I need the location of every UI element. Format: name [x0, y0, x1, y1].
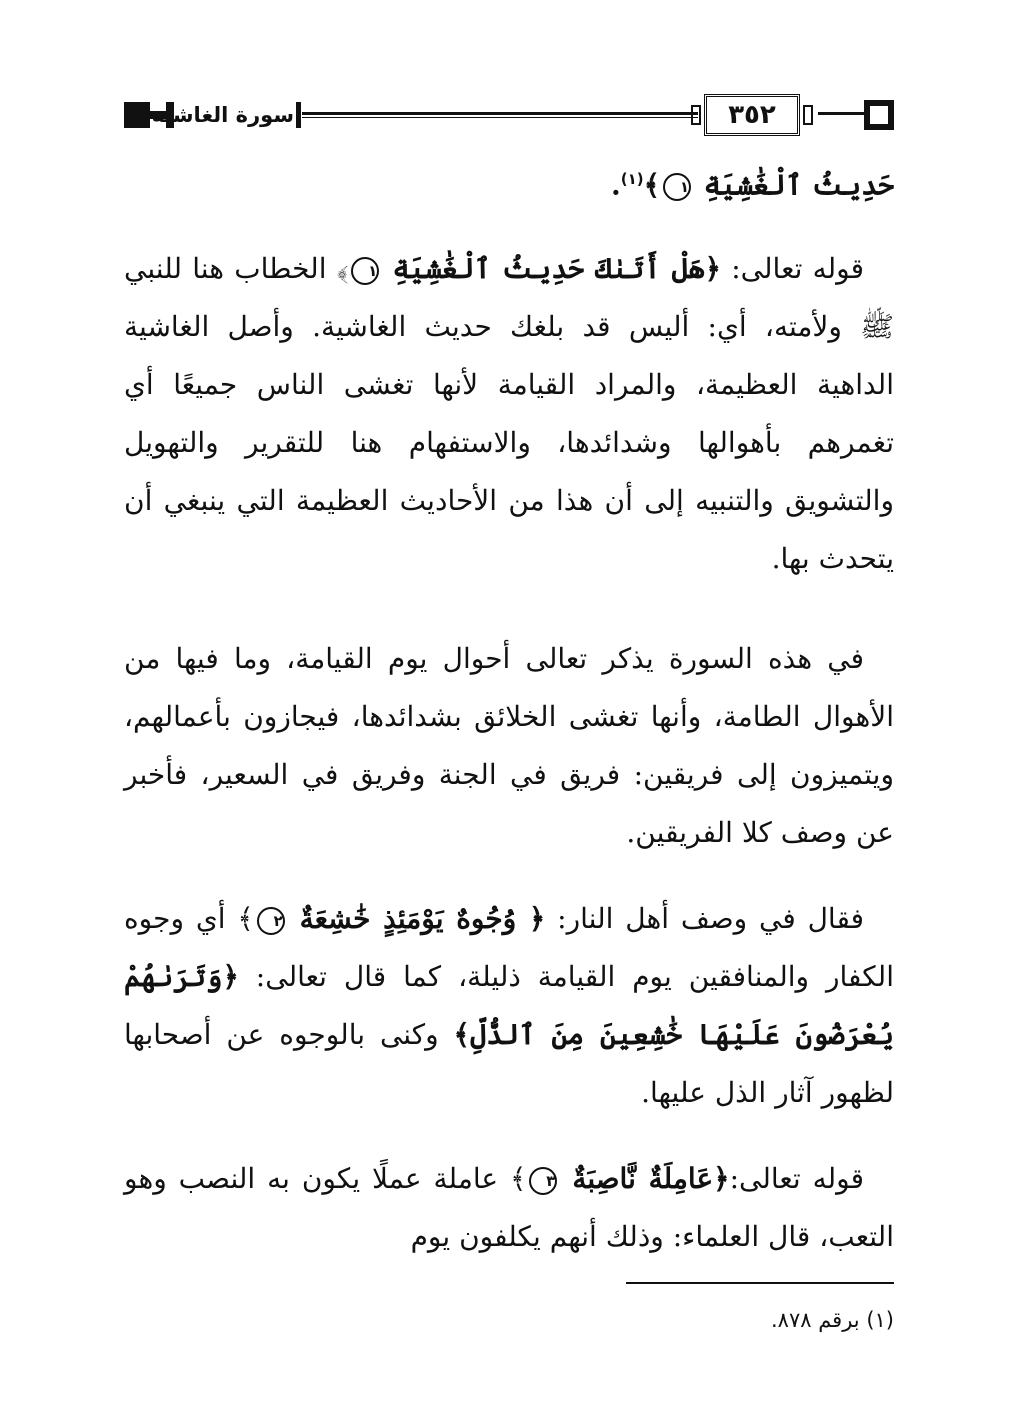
quran-bracket-close: ﴾ [509, 1162, 527, 1195]
quran-quote: ﴿ وُجُوهٌ يَوْمَئِذٍ خَٰشِعَةٌ [299, 902, 546, 935]
surah-name: سورة الغاشية [151, 103, 294, 127]
footnote: (١) برقم ٨٧٨. [770, 1308, 894, 1332]
verse-continuation [124, 150, 894, 214]
quran-quote: ﴿عَامِلَةٌ نَّاصِبَةٌ [572, 1162, 730, 1195]
ayah-number: ١ [663, 173, 691, 201]
paragraph-text: في هذه السورة يذكر تعالى أحوال يوم القيامة، وما فيها من الأهوال الطامة، وأنها تغشى الخلائق بشدائدها، فيجازون بأعمالهم، ويتميزون إلى فريقين: فريق في الجنة وفريق في السعير، فأخبر عن وصف كلا الفريقين. [124, 642, 894, 849]
paragraph-text: أي وجوه الكفار والمنافقين يوم القيامة ذليلة، كما قال تعالى: [124, 902, 894, 993]
paragraph-4 [124, 1150, 894, 1266]
header-rule-thin [302, 117, 698, 118]
footnote-reference: (١) [620, 170, 644, 188]
quran-quote: ﴿هَلْ أَتَىٰكَ حَدِيثُ ٱلْغَٰشِيَةِ [392, 252, 722, 285]
paragraph-lead: قوله تعالى: [729, 1162, 865, 1195]
sentence-end: . [611, 168, 621, 202]
page-number-frame [704, 94, 800, 136]
quran-bracket-close: ﴾ [643, 168, 661, 202]
quran-bracket-close: ﴾ [336, 252, 349, 285]
ayah-number: ٢ [257, 907, 285, 935]
paragraph-lead: قوله تعالى: [721, 252, 864, 285]
paragraph-2 [124, 630, 894, 862]
paragraph-lead: فقال في وصف أهل النار: [545, 902, 865, 935]
paragraph-text: عاملة عملًا يكون به النصب وهو التعب، قال العلماء: وذلك أنهم يكلفون يوم [124, 1162, 894, 1253]
header-ornament-left [124, 102, 150, 128]
paragraph-text: الخطاب هنا للنبي ﷺ ولأمته، أي: أليس قد بلغك حديث الغاشية. وأصل الغاشية الداهية العظيمة، والمراد القيامة لأنها تغشى الناس جميعًا أي تغمرهم بأهوالها وشدائدها، والاستفهام هنا للتقرير والتهويل والتشويق والتنبيه إلى أن هذا من الأحاديث العظيمة التي ينبغي أن يتحدث بها. [124, 252, 894, 575]
paragraph-text-2: وكنى بالوجوه عن أصحابها لظهور آثار الذل عليها. [124, 1018, 894, 1109]
quran-text: حَدِيثُ ٱلْغَٰشِيَةِ [703, 168, 894, 202]
page-header [124, 92, 894, 140]
header-ornament-right [864, 100, 894, 130]
page-number: ٣٥٢ [728, 100, 776, 130]
header-rule-right [818, 112, 864, 115]
paragraph-3 [124, 890, 894, 1122]
ayah-number: ١ [351, 257, 379, 285]
quran-quote-2: ﴿وَتَرَىٰهُمْ يُعْرَضُونَ عَلَيْهَا خَٰشِعِينَ مِنَ ٱلذُّلِّ﴾ [124, 960, 894, 1051]
header-rule [302, 112, 698, 115]
header-ornament-tick-2 [296, 102, 301, 128]
paragraph-1 [124, 240, 894, 588]
footnote-rule [626, 1282, 894, 1284]
ayah-number: ٣ [529, 1167, 557, 1195]
quran-bracket-close: ﴾ [237, 902, 254, 935]
